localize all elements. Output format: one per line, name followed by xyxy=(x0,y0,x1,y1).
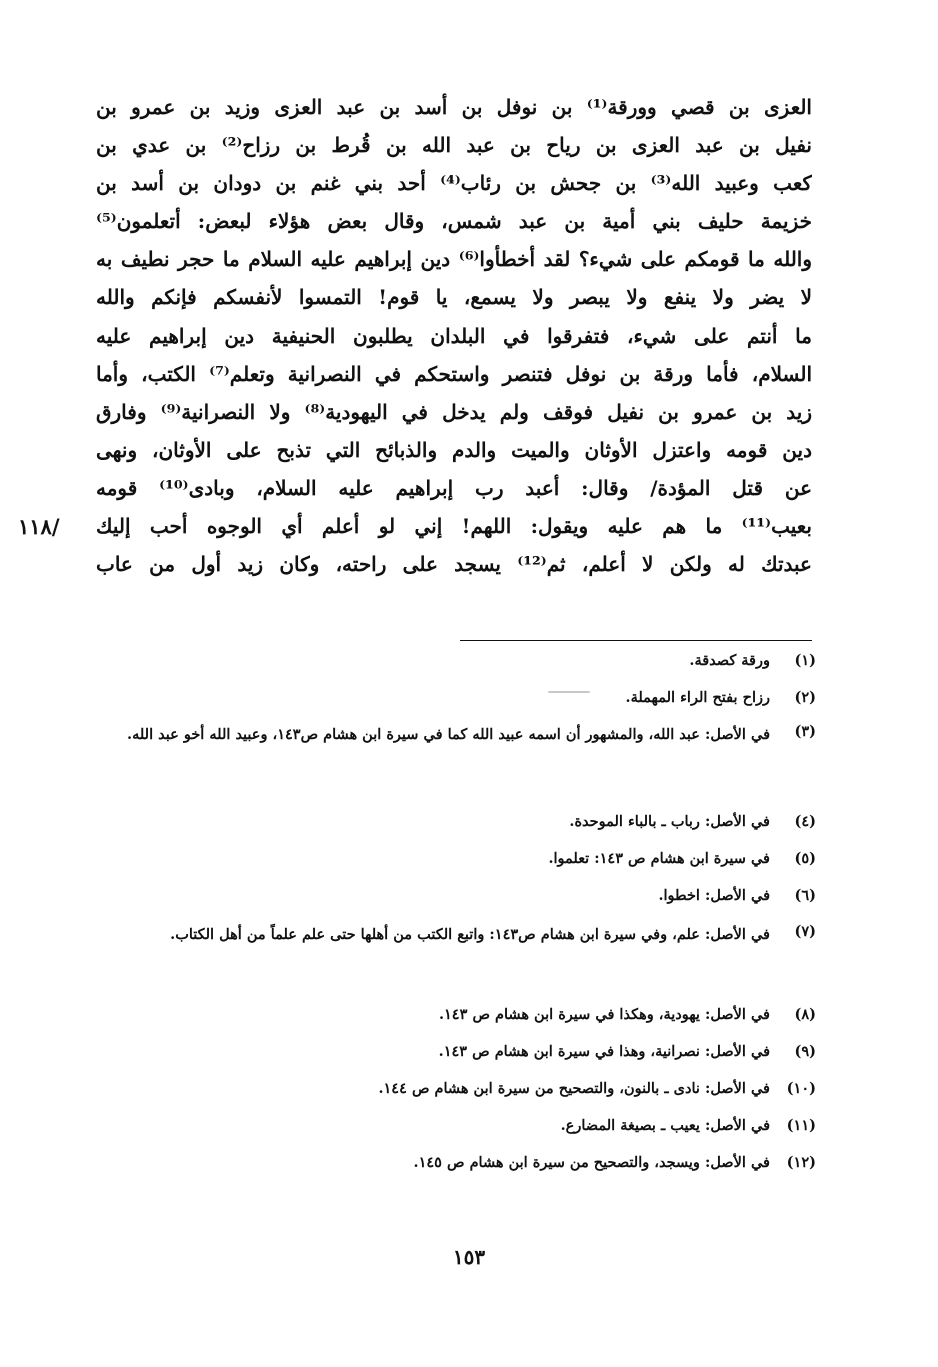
footnote-number: (١٠) xyxy=(786,1080,816,1097)
footnote-number: (٩) xyxy=(794,1043,816,1060)
main-text-line: كعب وعبيد الله⁽³⁾ بن جحش بن رئاب⁽⁴⁾ أحد بني غنم بن دودان بن أسد بن xyxy=(96,171,812,196)
main-text-line: عبدتك له ولكن لا أعلم، ثم⁽¹²⁾ يسجد على راحته، وكان زيد أول من عاب xyxy=(96,552,812,577)
main-text-line: خزيمة حليف بني أمية بن عبد شمس، وقال بعض هؤلاء لبعض: أتعلمون⁽⁵⁾ xyxy=(96,209,812,234)
footnote-number: (٧) xyxy=(794,923,816,940)
footnote-number: (٥) xyxy=(794,850,816,867)
main-text-line: ما أنتم على شيء، فتفرقوا في البلدان يطلبون الحنيفية دين إبراهيم عليه xyxy=(96,323,812,348)
main-text-line: العزى بن قصي وورقة⁽¹⁾ بن نوفل بن أسد بن عبد العزى وزيد بن عمرو بن xyxy=(96,95,812,119)
footnote-item xyxy=(100,807,816,844)
footnote-text: في الأصل: نادى ـ بالنون، والتصحيح من سيرة ابن هشام ص ١٤٤. xyxy=(378,1080,770,1097)
footnote-item xyxy=(100,1000,816,1037)
footnote-number: (٢) xyxy=(794,689,816,706)
main-text-line: والله ما قومكم على شيء؟ لقد أخطأوا⁽⁶⁾ دين إبراهيم عليه السلام ما حجر نطيف به xyxy=(96,247,812,272)
footnote-text: في الأصل: رباب ـ بالباء الموحدة. xyxy=(569,813,770,830)
page-number: ١٥٣ xyxy=(452,1245,486,1269)
footnote-text: في الأصل: علم، وفي سيرة ابن هشام ص١٤٣: واتبع الكتب من أهلها حتى علم علماً من أهل الكتاب. xyxy=(170,926,770,943)
footnote-text: في الأصل: نصرانية، وهذا في سيرة ابن هشام ص ١٤٣. xyxy=(438,1043,770,1060)
footnote-text: ورقة كصدقة. xyxy=(689,652,770,669)
main-text-line: السلام، فأما ورقة بن نوفل فتنصر واستحكم في النصرانية وتعلم⁽⁷⁾ الكتب، وأما xyxy=(96,361,812,386)
footnote-item xyxy=(100,881,816,917)
main-text-line: نفيل بن عبد العزى بن رياح بن عبد الله بن قُرط بن رزاح⁽²⁾ بن عدي بن xyxy=(96,133,812,158)
footnote-item xyxy=(100,1074,816,1111)
footnote-number: (٦) xyxy=(794,887,816,904)
footnote-text: في الأصل: يعيب ـ بصيغة المضارع. xyxy=(560,1117,770,1134)
footnote-separator-rule xyxy=(460,640,812,641)
footnote-text: في الأصل: يهودية، وهكذا في سيرة ابن هشام ص ١٤٣. xyxy=(438,1006,770,1023)
footnote-text: رزاح بفتح الراء المهملة. xyxy=(625,689,770,706)
footnotes-block xyxy=(100,646,816,1185)
footnote-text: في الأصل: اخطوا. xyxy=(658,887,770,904)
footnote-item xyxy=(100,1111,816,1148)
footnote-item xyxy=(100,646,816,683)
footnote-item xyxy=(100,1148,816,1185)
footnote-number: (٣) xyxy=(794,723,816,740)
footnote-number: (١١) xyxy=(786,1117,816,1134)
footnote-number: (١٢) xyxy=(786,1154,816,1171)
footnote-number: (٨) xyxy=(794,1006,816,1023)
main-text-line: عن قتل المؤدة/ وقال: أعبد رب إبراهيم عليه السلام، وبادى⁽¹⁰⁾ قومه xyxy=(96,475,812,500)
main-text-block xyxy=(96,88,812,583)
footnote-item xyxy=(100,717,816,807)
footnote-number: (١) xyxy=(794,652,816,669)
main-text-line: دين قومه واعتزل الأوثان والميت والدم والذبائح التي تذبح على الأوثان، ونهى xyxy=(96,437,812,462)
main-text-line: لا يضر ولا ينفع ولا يبصر ولا يسمع، يا قوم! التمسوا لأنفسكم فإنكم والله xyxy=(96,285,812,310)
footnote-item xyxy=(100,1037,816,1074)
footnote-text: في سيرة ابن هشام ص ١٤٣: تعلموا. xyxy=(548,850,770,867)
main-text-line: زيد بن عمرو بن نفيل فوقف ولم يدخل في اليهودية⁽⁸⁾ ولا النصرانية⁽⁹⁾ وفارق xyxy=(96,399,812,424)
footnote-text: في الأصل: ويسجد، والتصحيح من سيرة ابن هشام ص ١٤٥. xyxy=(413,1154,770,1171)
footnote-number: (٤) xyxy=(794,813,816,830)
footnote-item xyxy=(100,683,816,717)
main-text-line: بعيب⁽¹¹⁾ ما هم عليه ويقول: اللهم! إني لو أعلم أي الوجوه أحب إليك xyxy=(96,514,812,539)
manuscript-folio-marker: ١١٨/ xyxy=(18,514,60,539)
footnote-text: في الأصل: عبد الله، والمشهور أن اسمه عبيد الله كما في سيرة ابن هشام ص١٤٣، وعبيد الله أخو عبد الله. xyxy=(127,726,770,743)
footnote-item xyxy=(100,844,816,881)
footnote-item xyxy=(100,917,816,1000)
